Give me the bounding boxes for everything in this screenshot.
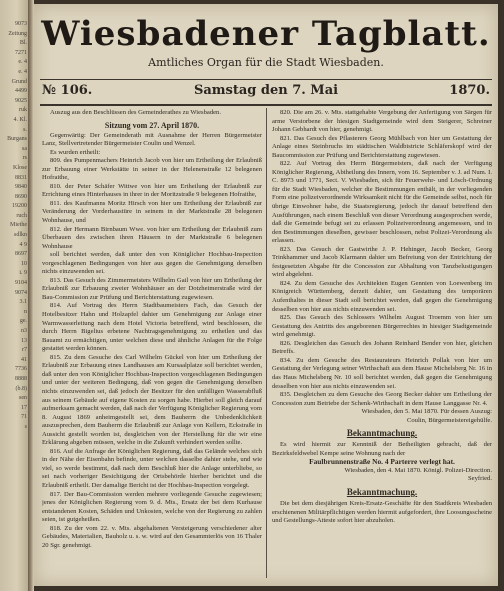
paragraph: Coulin, Bürgermeistereigehülfe. — [406, 416, 492, 424]
adjacent-page-line: Burgans — [7, 136, 27, 143]
column-divider — [266, 108, 267, 578]
adjacent-page-line: 4. Kl. — [13, 116, 27, 123]
adjacent-page-line: 7736 — [15, 366, 27, 373]
adjacent-page-line: sa — [22, 145, 27, 152]
section-heading: Bekanntmachung. — [346, 428, 418, 439]
adjacent-page-line: 9840 — [15, 184, 27, 191]
paragraph: Gegenwärtig: Der Gemeinderath mit Ausnahme der Herren Bürgermeister Lanz, Stellvertretender Bürgermeister Coulin und Wenzel. — [42, 131, 262, 148]
adjacent-page-line: n — [24, 308, 27, 315]
adjacent-page-line: 41 — [21, 356, 27, 363]
adjacent-page-line: 17 — [21, 404, 27, 411]
adjacent-page-line: 13 — [21, 337, 27, 344]
paragraph: 835. Desgleichen zu dem Gesuche des Georg Becker dahier um Ertheilung der Concession zum Betriebe der Schenk-Wirthschaft in dem Hause Langgasse Nr. 4. — [272, 391, 492, 407]
paragraph: Auszug aus den Beschlüssen des Gemeinderathes zu Wiesbaden. — [50, 109, 222, 116]
paragraph: 826. Desgleichen das Gesuch des Johann Reinhard Bender von hier, gleichen Betreffs. — [272, 339, 492, 356]
masthead-subtitle: Amtliches Organ für die Stadt Wiesbaden. — [148, 56, 384, 69]
right-column — [272, 109, 492, 526]
issue-date: Samstag den 7. Mai — [193, 83, 339, 98]
paragraph: Es wird hiermit zur Kenntniß der Betheiligten gebracht, daß der Bezirksfeldwebel Kempe seine Wohnung nach der — [272, 441, 492, 457]
section-heading: Sitzung vom 27. April 1870. — [104, 120, 200, 130]
adjacent-page-line: s. — [23, 126, 27, 133]
adjacent-page-line: Bl. — [19, 40, 27, 47]
adjacent-page-line: Zeitung — [8, 30, 27, 37]
adjacent-page-line: 4499 — [15, 88, 27, 95]
adjacent-page-line: 8690 — [15, 193, 27, 200]
adjacent-page-line: ruk — [19, 107, 27, 114]
paragraph: 834. Zu dem Gesuche des Restaurateurs Heinrich Pollak von hier um Gestattung der Verlegung seiner Wirthschaft aus dem Hause Michelsberg Nr. 16 in das Haus Michelsberg Nr. 10 soll berichtet werden, daß gegen die Genehmigung desselben von hier aus nichts einzuwenden sei. — [272, 356, 492, 390]
paragraph: 816. Auf die Anfrage der Königlichen Regierung, daß das Gelände welches sich in der Nähe der Eisenbahn befinde, unter welchen dasselbe dahier stehe, und wie viel, so werde bestimmt, daß nach dem Beschluß hier die Anlage unterbliebe, so sei nach vorheriger Besichtigung der Ortsbehörde hierher berichtet und die Erlaubniß ertheilt. Der damalige Bericht ist der Hochbau-Inspection vorgelegt. — [42, 447, 262, 489]
adjacent-page-line: r7 — [22, 347, 27, 354]
adjacent-page-line: rs — [22, 155, 27, 162]
left-column — [42, 109, 262, 550]
paragraph: Seyfried. — [468, 475, 492, 483]
paragraph: Wiesbaden, den 5. Mai 1870. Für dessen Auszug: — [361, 408, 492, 416]
adjacent-page-line: 19200 — [12, 203, 27, 210]
paragraph: 822. Auf Vortrag des Herrn Bürgermeisters, daß nach der Verfügung Königlicher Regierung, Abtheilung des Innern, vom 16. September v. J. ad Num. I. C. 8973 und 1771, Sect. V. Wiesbaden, sich für Feuerwehr- und Lösch-Ordnung für die Stadt Wiesbaden, welcher die Bestimmungen enthält, in der vorliegenden Form eine polizeiverordnende Wirksamkeit nicht für die Gemeinde selbst, noch für übrige Einwohner habe, die Staatsregierung, jedoch ihr darauf betreffend den Ausführungen, nach einem Beschluß von dieser Verordnung ausgesprochen werde, daß die Gemeinde befugt sei zu erlassen Polizeiverordnung angemessen, und in den Bestimmungen dieselben, gewisser beschlossen, nebst Polizei-Verordnung als erlassen. — [272, 160, 492, 245]
adjacent-page-text — [1, 20, 27, 433]
adjacent-page-line: 9104 — [15, 280, 27, 287]
paragraph: 823. Das Gesuch der Gastwirthe J. P. Hehinger, Jacob Becker, Georg Trinkhammer und Jacob Klarmann dahier um Befreiung von der Entrichtung der festgesetzten Abgabe für die Concession zur Abhaltung von Tanzbelustigungen wird abgelehnt. — [272, 245, 492, 279]
adjacent-page-line: 8697 — [15, 251, 27, 258]
adjacent-page-line: ruch — [16, 212, 27, 219]
paragraph: 811. des Kaufmanns Moritz Hirsch von hier um Ertheilung der Erlaubniß zur Veränderung der Vorderhaustüre in seinem in der Marktstraße 28 belegenen Wohnhause, und — [42, 199, 262, 225]
adjacent-page-line: sen — [19, 395, 27, 402]
masthead-rule-top — [40, 79, 492, 80]
paragraph: 820. Die am 26. v. Mts. stattgehabte Vergebung der Anfertigung von Särgen für arme Verstorbene der hiesigen Stadtgemeinde wird dem Steigerer, Schreiner Johann Gebhardt von hier, genehmigt. — [272, 109, 492, 134]
paragraph: 825. Das Gesuch des Schlossers Wilhelm August Troemm von hier um Gestattung des Antritts des angeborenen Bürgerrechtes in hiesiger Stadtgemeinde wird genehmigt. — [272, 314, 492, 339]
paragraph: 824. Zu dem Gesuche des Architekten Eugen Gennien von Loewenberg im Königreich Württemberg, derzeit dahier, um Gestattung des temporären Aufenthaltes in dieser Stadt soll berichtet werden, daß gegen die Genehmigung desselben von hier aus nichts einzuwenden sei. — [272, 279, 492, 313]
issue-number: № 106. — [42, 83, 93, 98]
adjacent-page-line: Grund — [11, 78, 27, 85]
paragraph: 812. der Hermann Birnbaum Wwe. von hier um Ertheilung der Erlaubniß zum Überbauen des zwischen ihren Häusern in der Marktstraße 6 belegenen Wohnhause — [42, 225, 262, 250]
adjacent-page-line: 7271 — [15, 49, 27, 56]
adjacent-page-line: e. 4 — [18, 68, 27, 75]
paragraph: 813. Das Gesuch des Zimmermeisters Wilhelm Gail von hier um Ertheilung der Erlaubniß zur Erbauung zweier Wohnhäuser an der Dotzheimerstraße wird der Bau-Commission zur Prüfung und Berichterstattung zugewiesen. — [42, 276, 262, 301]
adjacent-page-line: 8888 — [15, 375, 27, 382]
adjacent-page-line: s — [24, 423, 27, 430]
adjacent-page-line: sdlkn — [13, 232, 27, 239]
adjacent-page-line: 4 9 — [19, 241, 27, 248]
adjacent-page-line: e. 4 — [18, 59, 27, 66]
newspaper-page — [34, 4, 498, 586]
issue-row — [42, 83, 490, 101]
adjacent-page-fragment — [0, 0, 28, 591]
adjacent-page-line: n3 — [21, 328, 27, 334]
adjacent-page-line: 3.1 — [19, 299, 27, 306]
adjacent-page-line: Miethe — [10, 222, 27, 229]
paragraph: 810. der Peter Schäfer Wittwe von hier um Ertheilung der Erlaubniß zur Errichtung eines Hinterhauses in ihrer in der Moritzstraße 9 belegenen Hofraithe, — [42, 182, 262, 199]
adjacent-page-line: (b.8) — [15, 385, 27, 392]
adjacent-page-line: i. 9 — [19, 270, 27, 277]
masthead-rule-bottom — [40, 104, 492, 106]
paragraph: Die bei dem diesjährigen Kreis-Ersatz-Geschäfte für den Stadtkreis Wiesbaden erschienenen Militärpflichtigen werden hiermit aufgefordert, ihre Loosungsscheine und Gestellungs-Atteste sofort hier abzuholen. — [272, 499, 492, 525]
adjacent-page-line: 71 — [21, 414, 27, 421]
paragraph: 821. Das Gesuch des Pflasterers Georg Mühlbach von hier um Gestattung der Anlage eines Steinbruchs im städtischen Waldbistricte Schläferskopf wird der Baucommission zur Prüfung und Berichterstattung zugewiesen. — [272, 134, 492, 159]
paragraph: 809. des Pumpenmachers Heinrich Jacob von hier um Ertheilung der Erlaubniß zur Erbauung einer Werkstätte in seiner in der Helenenstraße 12 belegenen Hofraithe, — [42, 157, 262, 182]
paragraph: soll berichtet werden, daß unter den von Königlicher Hochbau-Inspection vorgeschlagenen Bedingungen von hier aus gegen die Genehmigung derselben nichts einzuwenden sei. — [42, 251, 262, 276]
adjacent-page-line: 8831 — [15, 174, 27, 181]
adjacent-page-line: ge. — [19, 318, 27, 325]
paragraph: 817. Der Bau-Commission werden mehrere vorliegende Gesuche zugewiesen; jenes der Königlichen Regierung vom 9. d. Mts., Ersatz der bei dem Kurhause entstandenen Kosten, Schäden und Unkosten, welche von der Regierung zu zahlen seien, ist gutgeheißen. — [42, 490, 262, 524]
paragraph: 814. Auf Vortrag des Herrn Stadtbaumeisters Fach, das Gesuch der Hotelbesitzer Hahn und Holzapfel dahier um Genehmigung zur Anlage einer Warmwasserleitung nach dem Hotel Victoria betreffend, wird beschlossen, die durch Herrn Bigelius erbetene Nachtragsgenehmigung zu ertheilen und das Bauamt zu ermächtigen, unter welchen diese und ähnliche Anlagen für die Folge gestattet werden können. — [42, 302, 262, 353]
adjacent-page-line: 9073 — [15, 21, 27, 27]
paragraph: Faulbrunnenstraße No. 4 Parterre verlegt hat. — [309, 457, 455, 467]
adjacent-page-line: Klose — [13, 164, 27, 171]
paragraph: 818. Zu der vom 22. v. Mts. abgehaltenen Versteigerung verschiedener alter Gebäudes, Materialien, Bauholz u. s. w. wird auf den Gesammterlös von 16 Thaler 20 Sgr. genehmigt. — [42, 524, 262, 549]
masthead-title: Wiesbadener Tagblatt. — [41, 14, 491, 54]
section-heading: Bekanntmachung. — [346, 486, 418, 497]
paragraph: Wiesbaden, den 4. Mai 1870. Königl. Polizei-Direction. — [344, 466, 492, 474]
adjacent-page-line: 9025 — [15, 97, 27, 104]
paragraph: 815. Zu dem Gesuche des Carl Wilhelm Gückel von hier um Ertheilung der Erlaubniß zur Erbauung eines Landhauses am Kursaalplatze soll berichtet werden, daß unter den von Königlicher Hochbau-Inspection vorgeschlagenen Bedingungen und unter der weiteren Bedingung, daß von gegen die Genehmigung derselben nichts einzuwenden sei, daß jedoch der Besitzer für den unfälligen Wasserabfluß aus seinem Gebäude auf eigene Kosten zu sorgen habe. Hierbei soll gleich darauf aufmerksam gemacht werden, daß nach der Verfügung Königlicher Regierung vom 8. August 1869 anheimgestellt sei, dem Bauherrn die Unbedenklichkeit auszusprechen, dem Bauherrn die Erlaubniß zur Anlage von Kellern, Eckstraße in Aussicht gestellt worden ist, desgleichen von der Herstellung für die wir eine Erklärung abgeben müssen, welche in die Zukunft verhindert werden sollte. — [42, 353, 262, 447]
issue-year: 1870. — [449, 83, 490, 98]
paragraph: Es wurden ertheilt: — [50, 148, 101, 156]
adjacent-page-line: 10 — [21, 260, 27, 267]
adjacent-page-line: 9074 — [15, 289, 27, 296]
